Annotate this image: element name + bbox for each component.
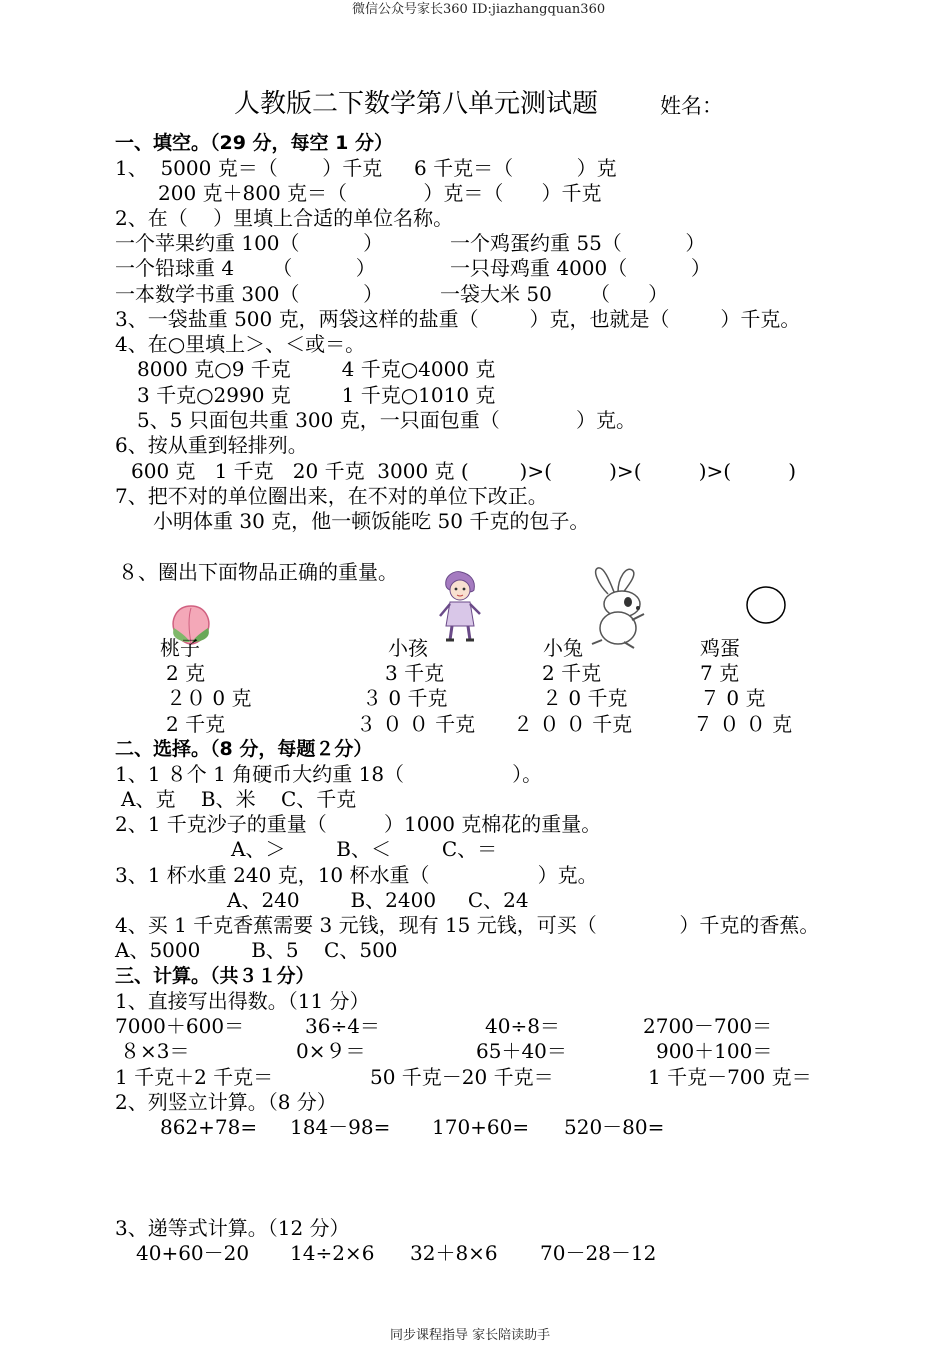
- q7-sentence: 小明体重 30 克，他一顿饭能吃 50 千克的包子。: [153, 509, 590, 533]
- section-3-heading: 三、计算。（共３１分）: [115, 965, 315, 987]
- peach-option[interactable]: ２０ 0 克: [166, 686, 252, 710]
- q2-shotput: 一个铅球重 4 （ ）: [115, 256, 376, 280]
- calc-part-1: 1、直接写出得数。（11 分）: [115, 989, 370, 1013]
- choice-q3-options[interactable]: A、240 B、2400 C、24: [227, 888, 529, 912]
- rabbit-option[interactable]: ２ 0 千克: [542, 686, 628, 710]
- egg-option[interactable]: 7 克: [700, 661, 740, 685]
- choice-q2: 2、1 千克沙子的重量（ ）1000 克棉花的重量。: [115, 812, 602, 836]
- item-name-child: 小孩: [388, 636, 428, 660]
- child-option[interactable]: 3 千克: [385, 661, 445, 685]
- choice-q1-options[interactable]: A、克 B、米 C、千克: [121, 787, 357, 811]
- choice-q4: 4、买 1 千克香蕉需要 3 元钱，现有 15 元钱，可买（ ）千克的香蕉。: [115, 913, 820, 937]
- child-option[interactable]: ３ ０ ０ 千克: [356, 712, 476, 736]
- calc-item: 2700－700＝: [643, 1014, 773, 1038]
- stepwise-calc-item: 40+60－20: [136, 1241, 250, 1265]
- peach-option[interactable]: 2 克: [166, 661, 206, 685]
- vertical-calc-item: 170+60=: [432, 1115, 530, 1139]
- stepwise-calc-item: 70－28－12: [540, 1241, 657, 1265]
- q4-row-1: 8000 克○9 千克 4 千克○4000 克: [137, 357, 496, 381]
- stepwise-calc-item: 32＋8×6: [410, 1241, 498, 1265]
- vertical-calc-item: 520－80=: [564, 1115, 665, 1139]
- vertical-calc-item: 862+78=: [160, 1115, 258, 1139]
- calc-item: 65＋40＝: [476, 1039, 567, 1063]
- section-1-heading: 一、填空。（29 分，每空 1 分）: [115, 132, 394, 154]
- vertical-calc-item: 184－98=: [290, 1115, 391, 1139]
- section-2-heading: 二、选择。（8 分，每题２分）: [115, 738, 373, 760]
- calc-item: 900＋100＝: [656, 1039, 773, 1063]
- stepwise-calc-item: 14÷2×6: [290, 1241, 375, 1265]
- q6-row: 600 克 1 千克 20 千克 3000 克 ( )>( )>( )>( ): [131, 459, 797, 483]
- q2-prompt: 2、在（ ）里填上合适的单位名称。: [115, 206, 454, 230]
- q2-apple: 一个苹果约重 100（ ）: [115, 231, 384, 255]
- q5-line: 5、5 只面包共重 300 克，一只面包重（ ）克。: [137, 408, 636, 432]
- page-footer: 同步课程指导 家长陪读助手: [390, 1328, 551, 1343]
- name-label: 姓名：: [660, 94, 723, 118]
- calc-item: 0×９＝: [296, 1039, 366, 1063]
- q7-prompt: 7、把不对的单位圈出来，在不对的单位下改正。: [115, 484, 548, 508]
- q6-prompt: 6、按从重到轻排列。: [115, 433, 308, 457]
- q1-line-a: 1、 5000 克＝（ ）千克 6 千克＝（ ）克: [115, 156, 617, 180]
- rabbit-option[interactable]: ２ ０ ０ 千克: [513, 712, 633, 736]
- page-header: 微信公众号家长360 ID:jiazhangquan360: [352, 2, 606, 17]
- choice-q2-options[interactable]: A、＞ B、＜ C、＝: [231, 837, 498, 861]
- calc-part-2: 2、列竖立计算。（8 分）: [115, 1090, 337, 1114]
- choice-q4-options[interactable]: A、5000 B、5 C、500: [115, 938, 398, 962]
- item-name-rabbit: 小兔: [543, 636, 583, 660]
- page-title: 人教版二下数学第八单元测试题: [234, 89, 599, 119]
- peach-option[interactable]: 2 千克: [166, 712, 226, 736]
- calc-item: ８×3＝: [120, 1039, 190, 1063]
- calc-item: 7000＋600＝: [115, 1014, 245, 1038]
- rabbit-option[interactable]: 2 千克: [542, 661, 602, 685]
- choice-q3: 3、1 杯水重 240 克，10 杯水重（ ）克。: [115, 863, 598, 887]
- egg-option[interactable]: ７ ０ ０ 克: [693, 712, 793, 736]
- q2-rice: 一袋大米 50 （ ）: [440, 282, 669, 306]
- q4-prompt: 4、在○里填上＞、＜或＝。: [115, 332, 366, 356]
- item-name-egg: 鸡蛋: [700, 636, 740, 660]
- child-option[interactable]: ３ 0 千克: [362, 686, 448, 710]
- q1-line-b: 200 克＋800 克＝（ ）克＝（ ）千克: [158, 181, 602, 205]
- q2-mathbook: 一本数学书重 300（ ）: [115, 282, 384, 306]
- calc-item: 40÷8＝: [485, 1014, 560, 1038]
- egg-option[interactable]: ７ 0 克: [700, 686, 766, 710]
- rabbit-icon: [588, 564, 656, 650]
- item-name-peach: 桃子: [160, 636, 200, 660]
- q2-hen: 一只母鸡重 4000（ ）: [450, 256, 711, 280]
- calc-item: 1 千克－700 克＝: [648, 1065, 812, 1089]
- calc-item: 50 千克－20 千克＝: [370, 1065, 554, 1089]
- q2-egg: 一个鸡蛋约重 55（ ）: [450, 231, 706, 255]
- q3-line: 3、一袋盐重 500 克，两袋这样的盐重（ ）克，也就是（ ）千克。: [115, 307, 801, 331]
- calc-item: 1 千克＋2 千克＝: [115, 1065, 274, 1089]
- calc-part-3: 3、递等式计算。（12 分）: [115, 1216, 350, 1240]
- q4-row-2: 3 千克○2990 克 1 千克○1010 克: [137, 383, 496, 407]
- q8-prompt: ８、圈出下面物品正确的重量。: [118, 560, 398, 584]
- choice-q1: 1、1 ８个 1 角硬币大约重 18（ ）。: [115, 762, 543, 786]
- child-icon: [434, 568, 486, 644]
- egg-icon: [744, 584, 788, 626]
- calc-item: 36÷4＝: [305, 1014, 380, 1038]
